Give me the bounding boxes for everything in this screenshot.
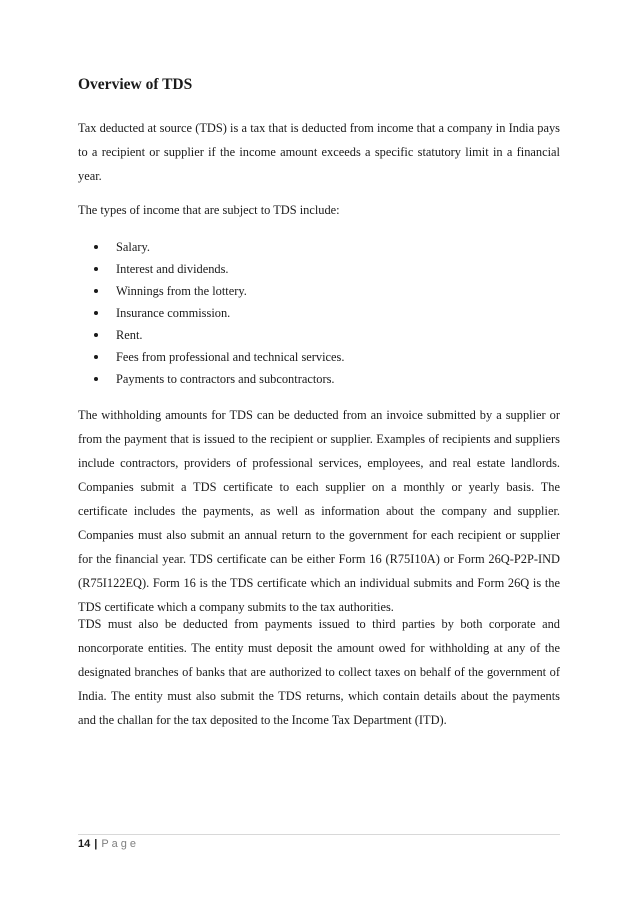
- paragraph-withholding: The withholding amounts for TDS can be deducted from an invoice submitted by a supplier or from the payment that is issued to the recipient or supplier. Examples of recipients and suppliers include contractors, providers of professional services, employees, and real estate landlords. Companies submit a TDS certificate to each supplier on a monthly or yearly basis. The certificate includes the payments, as well as information about the company and supplier. Companies must also submit an annual return to the government for each recipient or supplier for the financial year. TDS certificate can be either Form 16 (R75I10A) or Form 26Q-P2P-IND (R75I122EQ). Form 16 is the TDS certificate which an individual submits and Form 26Q is the TDS certificate which a company submits to the tax authorities.: [78, 408, 560, 614]
- footer-divider: [78, 834, 560, 835]
- bullet-icon: [94, 355, 98, 359]
- paragraph-third-parties: TDS must also be deducted from payments issued to third parties by both corporate and noncorporate entities. The entity must deposit the amount owed for withholding at any of the designated branches of banks that are authorized to collect taxes on behalf of the government of India. The entity must also submit the TDS returns, which contain details about the payments and the challan for the tax deposited to the Income Tax Department (ITD).: [78, 617, 560, 727]
- page-label: Page: [101, 838, 140, 850]
- bullet-icon: [94, 245, 98, 249]
- list-item: [92, 258, 344, 280]
- bullet-icon: [94, 311, 98, 315]
- list-item: [92, 280, 344, 302]
- list-item: [92, 346, 344, 368]
- list-item-text: Fees from professional and technical services.: [116, 350, 345, 364]
- page-number: 14: [78, 838, 91, 850]
- list-item-text: Payments to contractors and subcontractors.: [116, 372, 335, 386]
- list-item: [92, 236, 344, 258]
- section-heading: Overview of TDS: [78, 76, 193, 93]
- bullet-icon: [94, 267, 98, 271]
- paragraph-types-intro: The types of income that are subject to TDS include:: [78, 203, 340, 217]
- list-item-text: Rent.: [116, 328, 143, 342]
- page-footer: [78, 836, 139, 852]
- list-item-text: Insurance commission.: [116, 306, 231, 320]
- list-item-text: Winnings from the lottery.: [116, 284, 247, 298]
- paragraph-intro: Tax deducted at source (TDS) is a tax that is deducted from income that a company in India pays to a recipient or supplier if the income amount exceeds a specific statutory limit in a financial year.: [78, 121, 560, 183]
- list-item: [92, 324, 344, 346]
- bullet-icon: [94, 333, 98, 337]
- list-item-text: Salary.: [116, 240, 150, 254]
- bullet-icon: [94, 377, 98, 381]
- income-types-list: [92, 236, 344, 390]
- list-item: [92, 302, 344, 324]
- bullet-icon: [94, 289, 98, 293]
- footer-separator: |: [94, 838, 98, 850]
- list-item-text: Interest and dividends.: [116, 262, 229, 276]
- list-item: [92, 368, 344, 390]
